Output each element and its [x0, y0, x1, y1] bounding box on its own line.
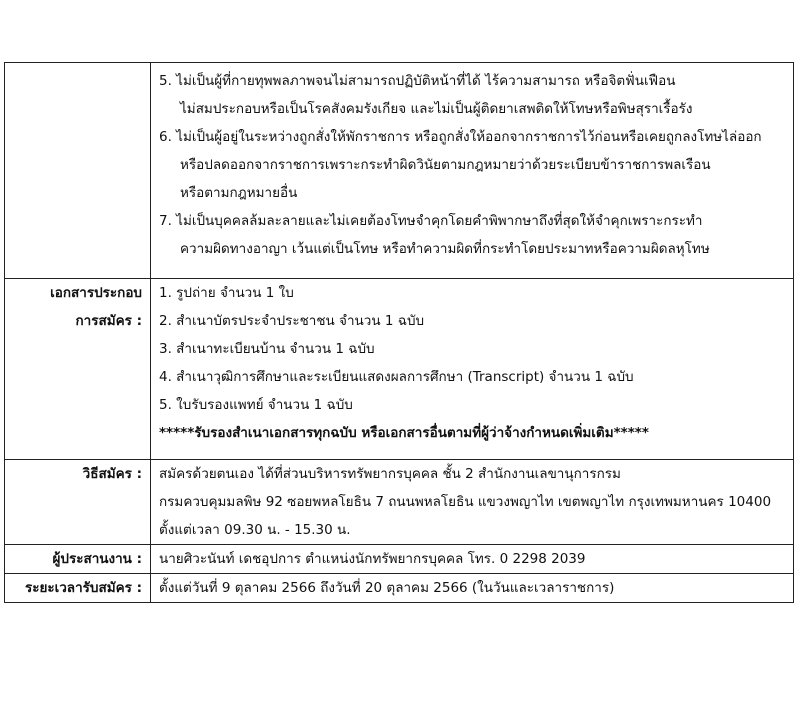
- document-item-1: 1. รูปถ่าย จำนวน 1 ใบ: [159, 285, 294, 301]
- coordinator-content: [151, 545, 794, 574]
- documents-note: *****รับรองสำเนาเอกสารทุกฉบับ หรือเอกสารอื่นตามที่ผู้ว่าจ้างกำหนดเพิ่มเติม*****: [159, 425, 649, 441]
- period-row: [5, 574, 794, 603]
- document-item-4: 4. สำเนาวุฒิการศึกษาและระเบียนแสดงผลการศึกษา (Transcript) จำนวน 1 ฉบับ: [159, 369, 634, 385]
- qualification-item-5-line-1: 5. ไม่เป็นผู้ที่กายทุพพลภาพจนไม่สามารถปฏิบัติหน้าที่ได้ ไร้ความสามารถ หรือจิตฟั่นเฟือน: [159, 73, 676, 89]
- qualifications-row: [5, 63, 794, 279]
- qualification-item-6-line-3: หรือตามกฎหมายอื่น: [180, 185, 298, 201]
- coordinator-row: [5, 545, 794, 574]
- documents-row: [5, 279, 794, 460]
- method-line-1: สมัครด้วยตนเอง ได้ที่ส่วนบริหารทรัพยากรบุคคล ชั้น 2 สำนักงานเลขานุการกรม: [159, 466, 621, 482]
- documents-label-line-1: เอกสารประกอบ: [50, 285, 142, 301]
- method-label-cell: [5, 460, 151, 545]
- qualification-item-7-line-2: ความผิดทางอาญา เว้นแต่เป็นโทษ หรือทำความผิดที่กระทำโดยประมาทหรือความผิดลหุโทษ: [180, 241, 710, 257]
- document-item-3: 3. สำเนาทะเบียนบ้าน จำนวน 1 ฉบับ: [159, 341, 375, 357]
- document-item-5: 5. ใบรับรองแพทย์ จำนวน 1 ฉบับ: [159, 397, 353, 413]
- method-label: วิธีสมัคร :: [82, 466, 142, 482]
- qualification-item-7-line-1: 7. ไม่เป็นบุคคลล้มละลายและไม่เคยต้องโทษจำคุกโดยคำพิพากษาถึงที่สุดให้จำคุกเพราะกระทำ: [159, 213, 703, 229]
- coordinator-label: ผู้ประสานงาน :: [52, 551, 142, 567]
- qualification-item-6-line-2: หรือปลดออกจากราชการเพราะกระทำผิดวินัยตามกฎหมายว่าด้วยระเบียบข้าราชการพลเรือน: [180, 157, 711, 173]
- coordinator-value: นายศิวะนันท์ เดชอุปการ ตำแหน่งนักทรัพยากรบุคคล โทร. 0 2298 2039: [159, 551, 586, 567]
- coordinator-label-cell: [5, 545, 151, 574]
- method-line-2: กรมควบคุมมลพิษ 92 ซอยพหลโยธิน 7 ถนนพหลโยธิน แขวงพญาไท เขตพญาไท กรุงเทพมหานคร 10400: [159, 494, 772, 510]
- method-line-3: ตั้งแต่เวลา 09.30 น. - 15.30 น.: [159, 522, 351, 538]
- method-row: [5, 460, 794, 545]
- documents-content: [151, 279, 794, 460]
- qualifications-label-cell: [5, 63, 151, 279]
- qualification-item-6-line-1: 6. ไม่เป็นผู้อยู่ในระหว่างถูกสั่งให้พักราชการ หรือถูกสั่งให้ออกจากราชการไว้ก่อนหรือเคยถูกลงโทษไล่ออก: [159, 129, 762, 145]
- method-content: [151, 460, 794, 545]
- documents-label-line-2: การสมัคร :: [75, 313, 142, 329]
- period-label: ระยะเวลารับสมัคร :: [24, 580, 142, 596]
- document-item-2: 2. สำเนาบัตรประจำประชาชน จำนวน 1 ฉบับ: [159, 313, 425, 329]
- qualifications-content: [151, 63, 794, 279]
- period-value: ตั้งแต่วันที่ 9 ตุลาคม 2566 ถึงวันที่ 20 ตุลาคม 2566 (ในวันและเวลาราชการ): [159, 580, 615, 596]
- documents-label: [5, 279, 151, 460]
- qualification-item-5-line-2: ไม่สมประกอบหรือเป็นโรคสังคมรังเกียจ และไม่เป็นผู้ติดยาเสพติดให้โทษหรือพิษสุราเรื้อรัง: [180, 101, 693, 117]
- period-label-cell: [5, 574, 151, 603]
- application-info-table: [4, 62, 794, 603]
- period-content: [151, 574, 794, 603]
